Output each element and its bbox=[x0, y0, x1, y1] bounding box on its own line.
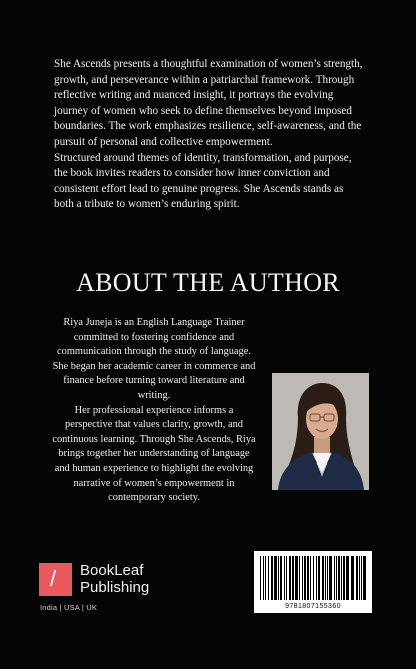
barcode-bar bbox=[302, 556, 303, 600]
barcode-bar bbox=[274, 556, 277, 600]
publisher-regions: India | USA | UK bbox=[40, 603, 98, 612]
barcode-bar bbox=[280, 556, 282, 600]
barcode-bar bbox=[313, 556, 314, 600]
publisher-logo bbox=[39, 563, 72, 596]
barcode-bar bbox=[351, 556, 354, 600]
barcode-bar bbox=[346, 556, 349, 600]
barcode-bar bbox=[363, 556, 366, 600]
barcode-bar bbox=[278, 556, 279, 600]
publisher-name-line-1: BookLeaf bbox=[80, 562, 144, 579]
author-portrait-illustration bbox=[272, 373, 369, 490]
bio-paragraph-1: Riya Juneja is an English Language Trainer committed to fostering confidence and communication through the study of language. She began her academic career in commerce and finance before turning toward literature and writing. bbox=[52, 317, 256, 401]
isbn-barcode bbox=[254, 551, 372, 613]
barcode-bar bbox=[284, 556, 285, 600]
barcode-bar bbox=[289, 556, 291, 600]
author-bio bbox=[50, 316, 258, 506]
barcode-bar bbox=[343, 556, 345, 600]
barcode-bar bbox=[310, 556, 311, 600]
barcode-bar bbox=[299, 556, 300, 600]
barcode-bar bbox=[361, 556, 362, 600]
barcode-bar bbox=[263, 556, 264, 600]
barcode-bar bbox=[307, 556, 309, 600]
barcode-bar bbox=[292, 556, 294, 600]
barcode-bar bbox=[304, 556, 306, 600]
barcode-bar bbox=[356, 556, 358, 600]
barcode-bar bbox=[260, 556, 261, 600]
barcode-bar bbox=[325, 556, 326, 600]
barcode-bar bbox=[359, 556, 360, 600]
barcode-bar bbox=[318, 556, 320, 600]
barcode-bar bbox=[327, 556, 328, 600]
barcode-bar bbox=[338, 556, 340, 600]
isbn-number: 9781807155360 bbox=[285, 603, 341, 610]
blurb-paragraph-1: She Ascends presents a thoughtful examination of women’s strength, growth, and perseverance within a patriarchal framework. Through reflective writing and nuanced insight, it portrays the evolving journey of women who seek to define themselves beyond imposed boundaries. The work emphasizes resilience, self-awareness, and the pursuit of personal and collective empowerment. bbox=[54, 58, 363, 148]
logo-slash-glyph: / bbox=[50, 566, 57, 591]
author-photo bbox=[272, 373, 369, 490]
barcode-bar bbox=[295, 556, 298, 600]
publisher-name-line-2: Publishing bbox=[80, 579, 150, 596]
barcode-bar bbox=[265, 556, 266, 600]
barcode-bar bbox=[268, 556, 269, 600]
book-blurb bbox=[54, 57, 364, 213]
barcode-bar bbox=[334, 556, 335, 600]
barcode-bar bbox=[329, 556, 332, 600]
barcode-icon bbox=[259, 556, 367, 600]
barcode-bar bbox=[271, 556, 273, 600]
bio-paragraph-2: Her professional experience informs a perspective that values clarity, growth, and continuous learning. Through She Ascends, Riya brings together her understanding of language and human experience to highlight the evolving narrative of women’s empowerment in contemporary society. bbox=[52, 404, 256, 504]
publisher-name bbox=[80, 562, 149, 596]
about-author-heading: ABOUT THE AUTHOR bbox=[76, 268, 340, 297]
barcode-bar bbox=[316, 556, 317, 600]
blurb-paragraph-2: Structured around themes of identity, transformation, and purpose, the book invites readers to consider how inner conviction and consistent effort lead to genuine progress. She Ascends stands as both a tribute to women’s enduring spirit. bbox=[54, 151, 352, 211]
barcode-bar bbox=[322, 556, 324, 600]
barcode-bar bbox=[286, 556, 287, 600]
barcode-bar bbox=[341, 556, 342, 600]
barcode-bar bbox=[336, 556, 337, 600]
